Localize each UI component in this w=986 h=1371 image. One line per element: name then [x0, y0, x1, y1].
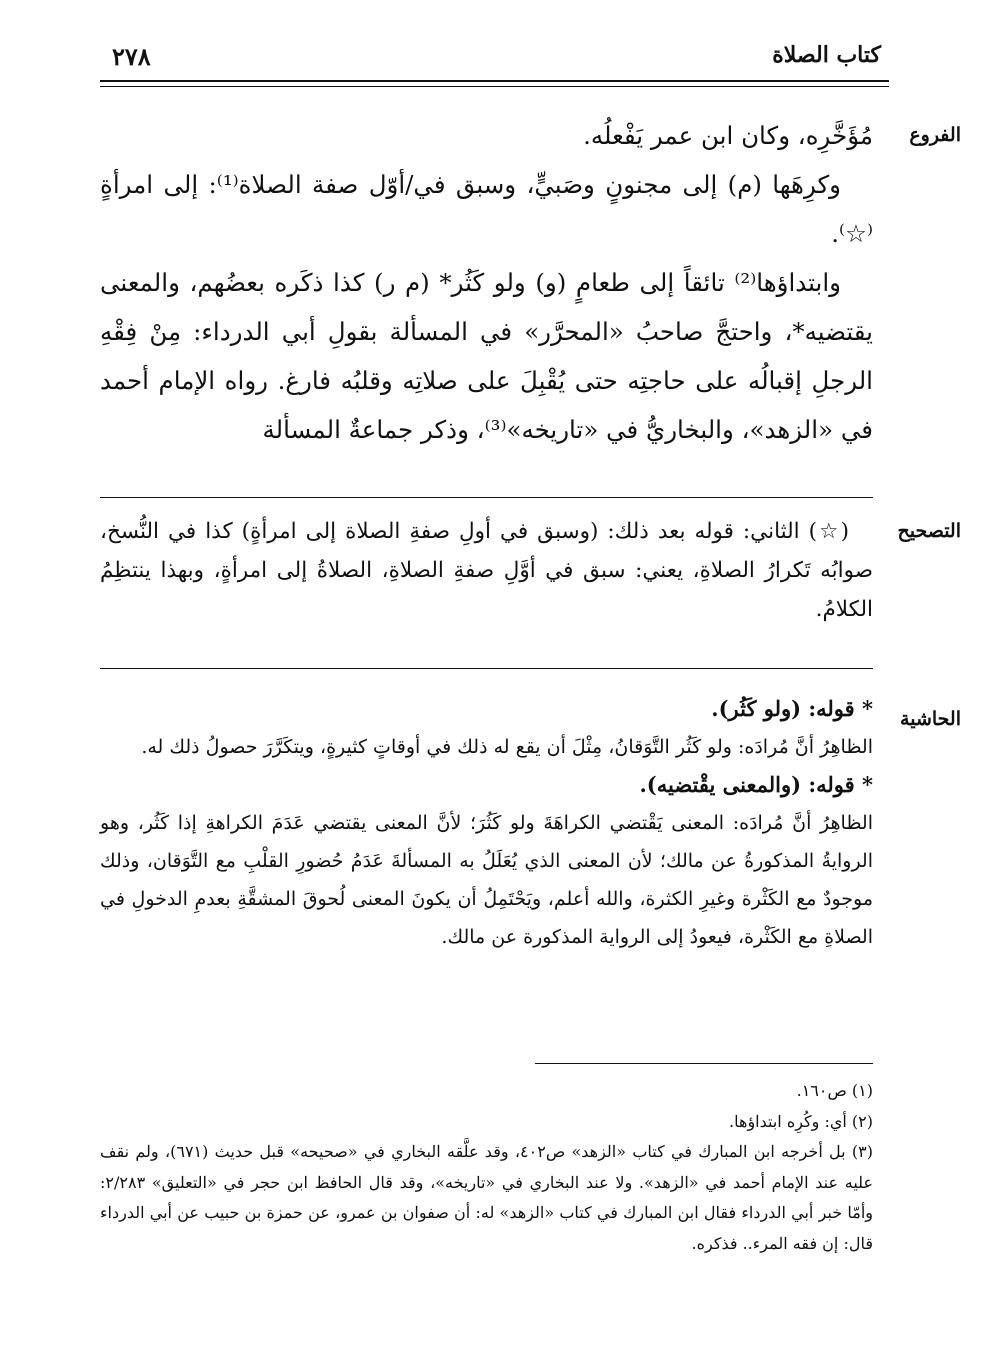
footnote-rule: [535, 1063, 873, 1064]
footnotes: [100, 1076, 873, 1259]
hashiya-section: [100, 690, 873, 956]
header-rule-thin: [100, 86, 889, 87]
footnote-3: (٣) بل أخرجه ابن المبارك في كتاب «الزهد» ص٤٠٢، وقد علَّقه البخاري في «صحيحه» قبل حديث (٦٧١)، ولم نقف عليه عند الإمام أحمد في «الزهد». ولا عند البخاري في «تاريخه»، وقد قال الحافظ ابن حجر في «التعليق» ٢/٢٨٣: وأمّا خبر أبي الدرداء فقال ابن المبارك في كتاب «الزهد» له: أن صفوان بن عمرو، عن حمزة بن حبيب عن أبي الدرداء قال: إن فقه المرء.. فذكره.: [100, 1142, 874, 1253]
main-paragraph-2: وكرِهَها (م) إلى مجنونٍ وصَبيٍّ، وسبق في/أوّل صفة الصلاة⁽¹⁾: إلى امرأةٍ ⁽☆⁾.: [100, 170, 873, 248]
section-rule-2: [100, 668, 873, 669]
main-text: [100, 111, 873, 454]
hashiya-body-1: الظاهِرُ أنَّ مُرادَه: ولو كَثُر التَّوَقانُ، مِثْلَ أن يقع له ذلك في أوقاتٍ كثيرةٍ، ويتكَرَّرَ حصولُ ذلك له.: [141, 736, 873, 758]
hashiya-heading-1: * قوله: (ولو كَثُر).: [711, 696, 873, 721]
margin-label-furu: الفروع: [909, 124, 961, 146]
tashih-text: (☆) الثاني: قوله بعد ذلك: (وسبق في أولِ صفةِ الصلاة إلى امرأةٍ) كذا في النُّسخ، صوابُه تَكرارُ الصلاةِ، يعني: سبق في أوَّلِ صفةِ الصلاةِ، الصلاةُ إلى امرأةٍ، وبهذا ينتظِمُ الكلامُ.: [100, 519, 873, 622]
margin-label-tashih: التصحيح: [897, 520, 961, 542]
tashih-section: [100, 512, 873, 629]
margin-label-hashiya: الحاشية: [900, 708, 961, 730]
main-paragraph-3: وابتداؤها⁽²⁾ تائقاً إلى طعامٍ (و) ولو كَثُر* (م ر) كذا ذكَره بعضُهم، والمعنى يقتضيه*، واحتجَّ صاحبُ «المحرَّر» في المسألة بقولِ أبي الدرداء: مِنْ فِقْهِ الرجلِ إقبالُه على حاجتِه حتى يُقْبِلَ على صلاتِه وقلبُه فارغ. رواه الإمام أحمد في «الزهد»، والبخاريُّ في «تاريخه»⁽³⁾، وذكر جماعةٌ المسألة: [100, 268, 873, 444]
footnote-1: (١) ص١٦٠.: [796, 1081, 873, 1100]
running-head-title: كتاب الصلاة: [772, 42, 881, 68]
hashiya-body-2: الظاهِرُ أنَّ مُرادَه: المعنى يَقْتضي الكراهَةَ ولو كَثُرَ؛ لأنَّ المعنى يقتضي عَدَمَ الكراهةِ إذا كَثُر، وهو الروايةُ المذكورةُ عن مالك؛ لأن المعنى الذي يُعَلَلُ به المسألةَ عَدَمُ حُضورِ القلْبِ مع التَّوَقان، وذلك موجودٌ مع الكَثْرة وغيرِ الكثرة، والله أعلم، ويَحْتَمِلُ أن يكونَ المعنى لُحوقَ المشقَّةِ بعدمِ الدخولِ في الصلاةِ مع الكَثْرة، فيعودُ إلى الرواية المذكورة عن مالك.: [100, 812, 873, 948]
section-rule-1: [100, 497, 873, 498]
footnote-2: (٢) أي: وكُرِه ابتداؤها.: [729, 1111, 873, 1131]
page-number: ٢٧٨: [112, 42, 151, 71]
main-paragraph-1: مُؤَخَّرِه، وكان ابن عمر يَفْعلُه.: [583, 121, 873, 150]
hashiya-heading-2: * قوله: (والمعنى يقْتضيه).: [639, 772, 873, 797]
header-rule-thick: [100, 80, 889, 82]
